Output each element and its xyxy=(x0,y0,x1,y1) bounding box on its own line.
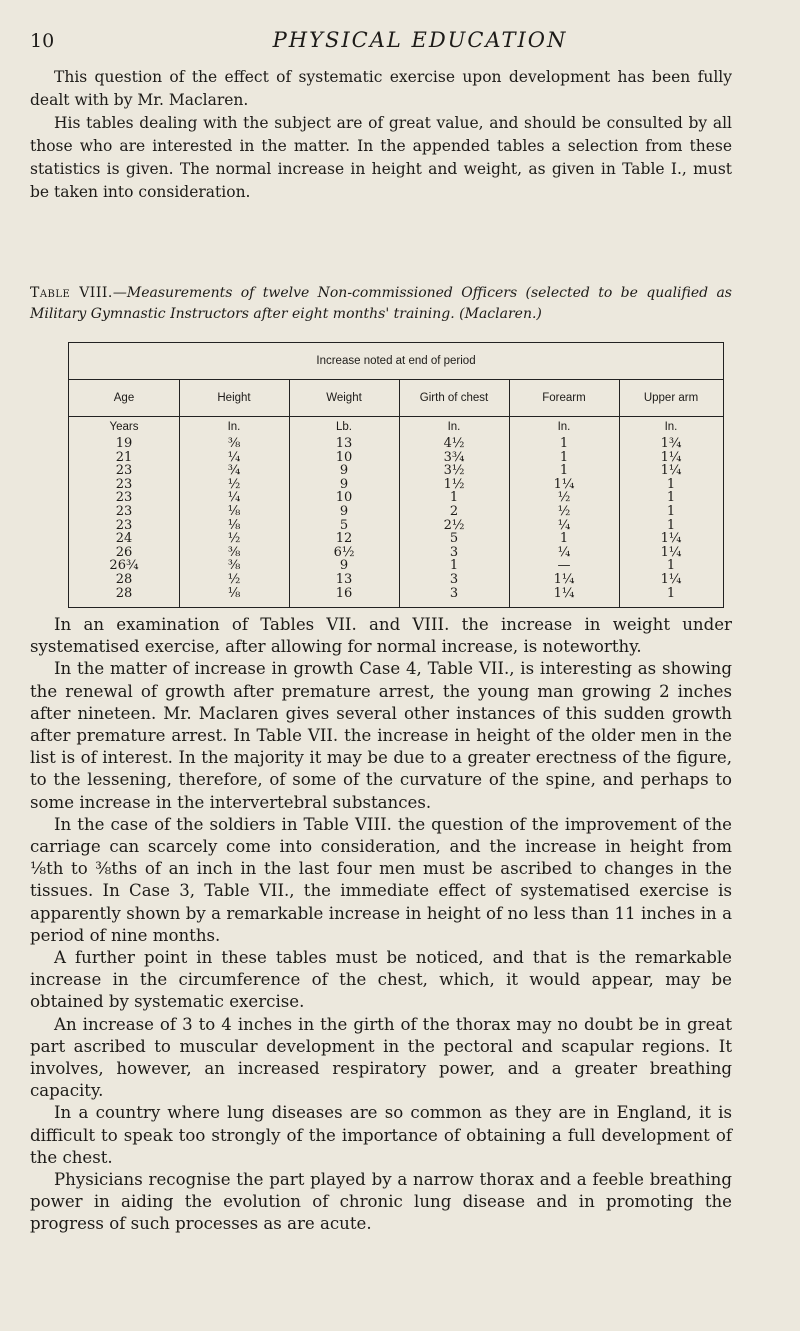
unit-label: Years xyxy=(109,421,139,433)
table-row xyxy=(69,451,723,465)
cell-forearm: 1¼ xyxy=(553,476,575,492)
body-paragraph: An increase of 3 to 4 inches in the girth of the thorax may no doubt be in great part ascribed to muscular development in the pectoral and scapular regions. It involves, however, an increased respiratory power, and a greater breathing capacity. xyxy=(30,1014,732,1101)
cell-upper-arm: 1 xyxy=(666,490,676,506)
unit-label: Lb. xyxy=(336,421,352,433)
table-units-row xyxy=(69,421,723,437)
cell-forearm: 1¼ xyxy=(553,585,575,601)
cell-age: 23 xyxy=(115,517,133,533)
cell-age: 28 xyxy=(115,572,133,587)
cell-height: ⅛ xyxy=(227,585,241,601)
unit-label: In. xyxy=(447,421,461,433)
column-header-forearm: Forearm xyxy=(542,392,586,404)
cell-upper-arm: 1¾ xyxy=(660,436,682,451)
cell-height: ½ xyxy=(227,531,241,547)
body-paragraph: A further point in these tables must be noticed, and that is the remarkable increase in the circumference of the chest, which, it would appear, may be obtained by systematic exercise. xyxy=(30,948,732,1012)
cell-height: ¼ xyxy=(227,449,241,465)
cell-weight: 12 xyxy=(335,531,353,547)
table-label: Table VIII. xyxy=(30,285,113,301)
cell-age: 24 xyxy=(115,531,133,547)
cell-weight: 10 xyxy=(335,449,353,465)
cell-height: ¼ xyxy=(227,490,241,506)
cell-age: 19 xyxy=(115,436,133,451)
cell-upper-arm: 1 xyxy=(666,585,676,601)
cell-age: 23 xyxy=(115,476,133,492)
cell-weight: 9 xyxy=(339,558,349,574)
body-paragraph: In an examination of Tables VII. and VIII. the increase in weight under systematised exercise, after allowing for normal increase, is noteworthy. xyxy=(30,615,732,657)
table-source: (Maclaren.) xyxy=(459,306,542,322)
cell-weight: 5 xyxy=(339,517,349,533)
cell-forearm: — xyxy=(557,558,571,574)
body-paragraph: In the case of the soldiers in Table VIII. the question of the improvement of the carriage can scarcely come into consideration, and the increase in height from ⅛th to ⅜ths of an inch in the last four men must be ascribed to changes in the tissues. In Case 3, Table VII., the immediate effect of systematised exercise is apparently shown by a remarkable increase in height of no less than 11 inches in a period of nine months. xyxy=(30,814,732,945)
body-text xyxy=(30,614,732,1236)
body-paragraph: Physicians recognise the part played by a narrow thorax and a feeble breathing power in aiding the evolution of chronic lung disease and in promoting the progress of such processes as are acute. xyxy=(30,1170,732,1234)
cell-forearm: ½ xyxy=(557,490,571,506)
cell-age: 23 xyxy=(115,463,133,479)
body-paragraph: In the matter of increase in growth Case 4, Table VII., is interesting as showing the renewal of growth after premature arrest, the young man growing 2 inches after nineteen. Mr. Maclaren gives several other instances of this sudden growth after premature arrest. In Table VII. the increase in height of the older men in the list is of interest. In the majority it may be due to a greater erectness of the figure, to the lessening, therefore, of some of the curvature of the spine, and perhaps to some increase in the intervertebral substances. xyxy=(30,659,732,812)
table-column-headers xyxy=(69,380,723,417)
cell-height: ⅜ xyxy=(227,558,241,574)
column-header-upper-arm: Upper arm xyxy=(643,392,699,404)
cell-age: 21 xyxy=(115,449,133,465)
unit-label: In. xyxy=(227,421,241,433)
cell-weight: 13 xyxy=(335,572,353,587)
intro-paragraph: This question of the effect of systematic exercise upon development has been fully dealt with by Mr. Maclaren. xyxy=(30,68,732,109)
cell-weight: 6½ xyxy=(333,544,355,560)
cell-age: 28 xyxy=(115,585,133,601)
cell-age: 23 xyxy=(115,504,133,519)
cell-girth: 1½ xyxy=(443,476,465,492)
cell-girth: 2 xyxy=(449,504,459,519)
cell-weight: 13 xyxy=(335,436,353,451)
cell-weight: 16 xyxy=(335,585,353,601)
body-paragraph: In a country where lung diseases are so common as they are in England, it is difficult to speak too strongly of the importance of obtaining a full development of the chest. xyxy=(30,1103,732,1167)
cell-forearm: ½ xyxy=(557,504,571,519)
cell-girth: 3 xyxy=(449,572,459,587)
table-row xyxy=(69,491,723,505)
cell-forearm: 1 xyxy=(559,449,569,465)
table-row xyxy=(69,587,723,601)
table-row xyxy=(69,505,723,519)
cell-forearm: 1¼ xyxy=(553,572,575,587)
column-header-age: Age xyxy=(113,392,135,404)
cell-weight: 9 xyxy=(339,476,349,492)
cell-weight: 9 xyxy=(339,463,349,479)
cell-height: ⅛ xyxy=(227,504,241,519)
cell-weight: 9 xyxy=(339,504,349,519)
cell-height: ⅜ xyxy=(227,436,241,451)
cell-age: 23 xyxy=(115,490,133,506)
column-header-weight: Weight xyxy=(326,392,362,404)
table-row xyxy=(69,437,723,451)
cell-age: 26 xyxy=(115,544,133,560)
intro-paragraph: His tables dealing with the subject are of great value, and should be consulted by all those who are interested in the matter. In the appended tables a selection from these statistics is given. The normal increase in height and weight, as given in Table I., must be taken into consideration. xyxy=(30,114,732,201)
column-header-height: Height xyxy=(217,392,251,404)
table-row xyxy=(69,532,723,546)
cell-forearm: ¼ xyxy=(557,517,571,533)
table-row xyxy=(69,519,723,533)
cell-girth: 1 xyxy=(449,490,459,506)
cell-forearm: 1 xyxy=(559,436,569,451)
cell-height: ⅜ xyxy=(227,544,241,560)
column-header-girth: Girth of chest xyxy=(419,392,489,404)
cell-height: ½ xyxy=(227,476,241,492)
cell-age: 26¾ xyxy=(109,558,139,574)
table-header-title: Increase noted at end of period xyxy=(69,343,723,380)
cell-forearm: 1 xyxy=(559,463,569,479)
cell-girth: 3 xyxy=(449,544,459,560)
cell-girth: 2½ xyxy=(443,517,465,533)
cell-upper-arm: 1¼ xyxy=(660,531,682,547)
page-header xyxy=(30,22,730,62)
cell-upper-arm: 1¼ xyxy=(660,572,682,587)
cell-height: ¾ xyxy=(227,463,241,479)
table-row xyxy=(69,546,723,560)
table-row xyxy=(69,573,723,587)
cell-girth: 3½ xyxy=(443,463,465,479)
cell-girth: 4½ xyxy=(443,436,465,451)
cell-girth: 1 xyxy=(449,558,459,574)
table-row xyxy=(69,464,723,478)
unit-label: In. xyxy=(557,421,571,433)
table-title: —Measurements of twelve Non-commissioned Officers (selected to be qualified as Military Gymnastic Instructors after eight months' training. xyxy=(30,285,732,322)
cell-upper-arm: 1 xyxy=(666,504,676,519)
cell-upper-arm: 1¼ xyxy=(660,449,682,465)
cell-girth: 5 xyxy=(449,531,459,547)
unit-label: In. xyxy=(664,421,678,433)
cell-forearm: ¼ xyxy=(557,544,571,560)
page-number: 10 xyxy=(30,30,55,52)
cell-weight: 10 xyxy=(335,490,353,506)
cell-upper-arm: 1 xyxy=(666,517,676,533)
table-row xyxy=(69,478,723,492)
running-head: PHYSICAL EDUCATION xyxy=(272,28,568,52)
cell-upper-arm: 1¼ xyxy=(660,463,682,479)
cell-girth: 3 xyxy=(449,585,459,601)
cell-height: ⅛ xyxy=(227,517,241,533)
cell-forearm: 1 xyxy=(559,531,569,547)
cell-upper-arm: 1 xyxy=(666,558,676,574)
table-row xyxy=(69,559,723,573)
cell-girth: 3¾ xyxy=(443,449,465,465)
cell-height: ½ xyxy=(227,572,241,587)
intro-text xyxy=(30,66,732,204)
cell-upper-arm: 1¼ xyxy=(660,544,682,560)
table-caption xyxy=(30,283,732,325)
cell-upper-arm: 1 xyxy=(666,476,676,492)
measurements-table xyxy=(68,342,724,608)
